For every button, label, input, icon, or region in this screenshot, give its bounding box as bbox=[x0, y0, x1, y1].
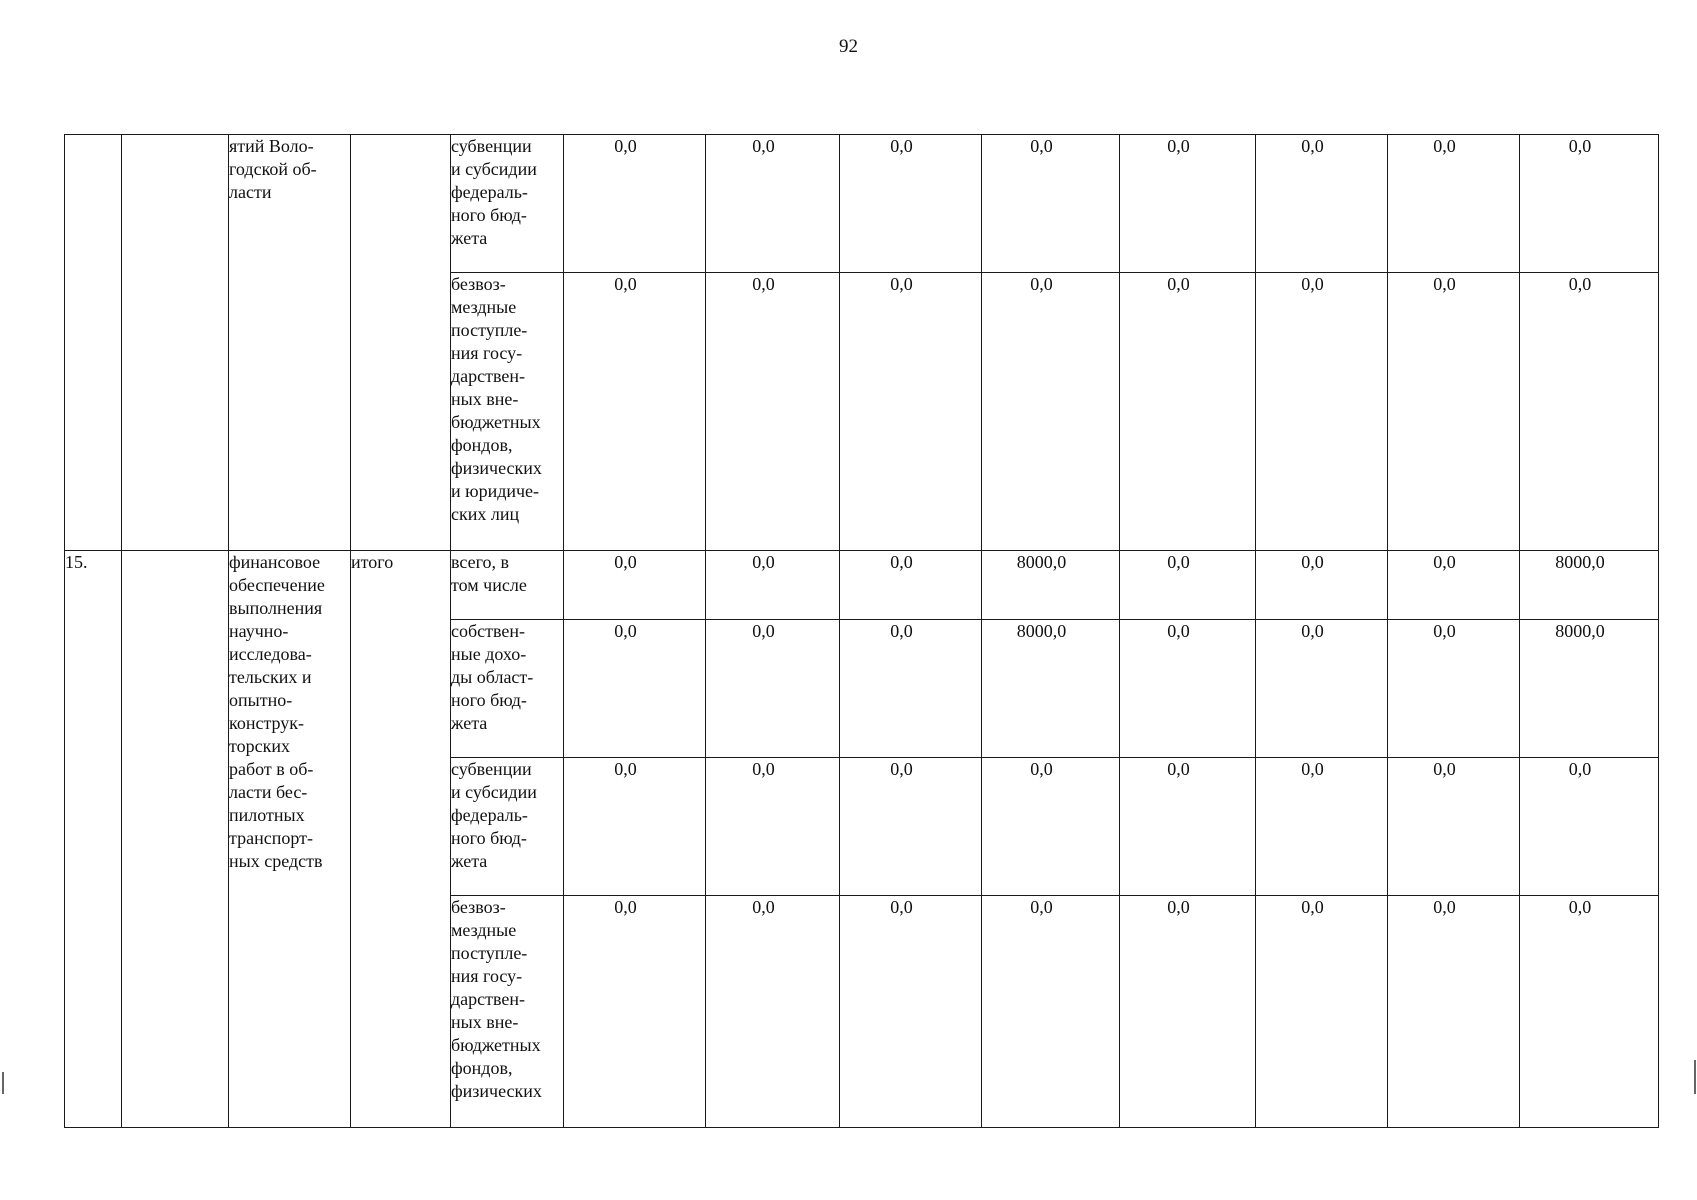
value-cell bbox=[1256, 135, 1388, 273]
value-text: 0,0 bbox=[752, 552, 775, 572]
value-cell bbox=[1520, 551, 1659, 620]
value-text: 0,0 bbox=[1167, 897, 1190, 917]
value-cell bbox=[1520, 135, 1659, 273]
item-name-cell bbox=[229, 551, 351, 1128]
value-cell bbox=[840, 896, 982, 1128]
value-cell bbox=[1520, 896, 1659, 1128]
value-cell bbox=[840, 620, 982, 758]
value-text: 0,0 bbox=[752, 897, 775, 917]
value-cell bbox=[982, 551, 1120, 620]
value-text: 0,0 bbox=[1030, 274, 1053, 294]
value-cell bbox=[840, 273, 982, 551]
value-text: 0,0 bbox=[1568, 897, 1592, 917]
table-row bbox=[65, 551, 1659, 620]
value-text: 0,0 bbox=[752, 621, 775, 641]
value-cell bbox=[840, 758, 982, 896]
value-cell bbox=[706, 758, 840, 896]
value-text: 0,0 bbox=[1301, 136, 1324, 156]
value-text: 0,0 bbox=[614, 621, 637, 641]
source-text: безвоз- мездные поступле- ния госу- дарствен- ных вне- бюджетных фондов, физических bbox=[451, 897, 542, 1101]
value-text: 8000,0 bbox=[1016, 621, 1067, 641]
cont-code-cell bbox=[122, 135, 229, 551]
value-text: 0,0 bbox=[614, 897, 637, 917]
value-cell bbox=[982, 135, 1120, 273]
value-text: 0,0 bbox=[1301, 621, 1324, 641]
value-cell bbox=[1120, 551, 1256, 620]
source-text: собствен- ные дохо- ды област- ного бюд- жета bbox=[451, 621, 534, 733]
value-cell bbox=[1120, 896, 1256, 1128]
value-text: 0,0 bbox=[1433, 136, 1456, 156]
value-cell bbox=[564, 273, 706, 551]
source-text: всего, в том числе bbox=[451, 552, 527, 595]
value-cell bbox=[706, 551, 840, 620]
value-text: 8000,0 bbox=[1016, 552, 1067, 572]
value-text: 0,0 bbox=[1167, 274, 1190, 294]
value-text: 0,0 bbox=[890, 759, 913, 779]
value-cell bbox=[564, 758, 706, 896]
value-text: 0,0 bbox=[1301, 274, 1324, 294]
value-text: 0,0 bbox=[1030, 136, 1053, 156]
value-cell bbox=[982, 273, 1120, 551]
value-text: 0,0 bbox=[1167, 759, 1190, 779]
value-cell bbox=[1388, 551, 1520, 620]
budget-table bbox=[64, 134, 1659, 1128]
source-text: субвенции и субсидии федераль- ного бюд- жета bbox=[451, 759, 537, 871]
value-text: 0,0 bbox=[1030, 759, 1053, 779]
value-cell bbox=[1520, 758, 1659, 896]
source-cell bbox=[451, 758, 564, 896]
value-text: 0,0 bbox=[1301, 759, 1324, 779]
value-cell bbox=[706, 273, 840, 551]
value-cell bbox=[1388, 273, 1520, 551]
value-cell bbox=[1120, 135, 1256, 273]
value-cell bbox=[564, 551, 706, 620]
value-cell bbox=[840, 551, 982, 620]
cont-name-text: ятий Воло- годской об- ласти bbox=[229, 136, 317, 202]
value-text: 0,0 bbox=[1030, 897, 1053, 917]
page-number: 92 bbox=[839, 36, 858, 57]
value-cell bbox=[1256, 758, 1388, 896]
cont-name-cell bbox=[229, 135, 351, 551]
source-cell bbox=[451, 620, 564, 758]
cont-number-cell bbox=[65, 135, 122, 551]
source-text: субвенции и субсидии федераль- ного бюд- жета bbox=[451, 136, 537, 248]
item-executor-text: итого bbox=[351, 552, 394, 572]
value-cell bbox=[1120, 620, 1256, 758]
item-number-cell bbox=[65, 551, 122, 1128]
item-code-cell bbox=[122, 551, 229, 1128]
source-cell bbox=[451, 273, 564, 551]
value-cell bbox=[1120, 273, 1256, 551]
item-number: 15. bbox=[65, 552, 88, 572]
value-cell bbox=[1520, 620, 1659, 758]
value-cell bbox=[982, 620, 1120, 758]
source-cell bbox=[451, 896, 564, 1128]
value-text: 0,0 bbox=[1433, 897, 1456, 917]
value-cell bbox=[1388, 620, 1520, 758]
value-text: 0,0 bbox=[614, 759, 637, 779]
value-cell bbox=[1256, 620, 1388, 758]
value-text: 0,0 bbox=[614, 552, 637, 572]
value-text: 0,0 bbox=[1301, 552, 1324, 572]
value-text: 8000,0 bbox=[1555, 552, 1605, 572]
value-text: 0,0 bbox=[1568, 136, 1592, 156]
value-text: 0,0 bbox=[614, 274, 637, 294]
value-text: 0,0 bbox=[890, 897, 913, 917]
value-cell bbox=[1120, 758, 1256, 896]
value-text: 0,0 bbox=[1433, 274, 1456, 294]
item-name-text: финансовое обеспечение выполнения научно- исследова- тельских и опытно- конструк- торских работ в об- ласти бес- пилотных транспорт- ных средств bbox=[229, 552, 325, 871]
value-text: 0,0 bbox=[1433, 552, 1456, 572]
scan-mark-right bbox=[1694, 1060, 1696, 1094]
value-cell bbox=[1388, 896, 1520, 1128]
value-cell bbox=[706, 896, 840, 1128]
value-text: 0,0 bbox=[890, 621, 913, 641]
cont-executor-cell bbox=[351, 135, 451, 551]
value-cell bbox=[1256, 896, 1388, 1128]
scan-mark-left bbox=[2, 1072, 4, 1094]
value-cell bbox=[1388, 135, 1520, 273]
value-text: 0,0 bbox=[890, 274, 913, 294]
value-cell bbox=[982, 758, 1120, 896]
value-text: 0,0 bbox=[1433, 621, 1456, 641]
value-cell bbox=[1256, 273, 1388, 551]
value-text: 0,0 bbox=[890, 136, 913, 156]
source-cell bbox=[451, 135, 564, 273]
value-text: 0,0 bbox=[1301, 897, 1324, 917]
value-cell bbox=[982, 896, 1120, 1128]
value-cell bbox=[840, 135, 982, 273]
value-text: 0,0 bbox=[752, 274, 775, 294]
value-text: 0,0 bbox=[752, 759, 775, 779]
value-text: 0,0 bbox=[1568, 759, 1592, 779]
source-text: безвоз- мездные поступле- ния госу- дарствен- ных вне- бюджетных фондов, физических и юридиче- ских лиц bbox=[451, 274, 542, 524]
value-text: 0,0 bbox=[752, 136, 775, 156]
value-cell bbox=[1256, 551, 1388, 620]
value-cell bbox=[1388, 758, 1520, 896]
value-cell bbox=[706, 620, 840, 758]
value-text: 0,0 bbox=[614, 136, 637, 156]
value-cell bbox=[564, 896, 706, 1128]
value-text: 0,0 bbox=[1568, 274, 1592, 294]
value-text: 0,0 bbox=[1167, 621, 1190, 641]
value-text: 0,0 bbox=[1167, 552, 1190, 572]
value-text: 0,0 bbox=[1433, 759, 1456, 779]
table-row bbox=[65, 135, 1659, 273]
value-cell bbox=[564, 620, 706, 758]
source-cell bbox=[451, 551, 564, 620]
value-cell bbox=[1520, 273, 1659, 551]
value-text: 0,0 bbox=[1167, 136, 1190, 156]
value-text: 0,0 bbox=[890, 552, 913, 572]
item-executor-cell bbox=[351, 551, 451, 1128]
value-text: 8000,0 bbox=[1555, 621, 1605, 641]
value-cell bbox=[706, 135, 840, 273]
value-cell bbox=[564, 135, 706, 273]
